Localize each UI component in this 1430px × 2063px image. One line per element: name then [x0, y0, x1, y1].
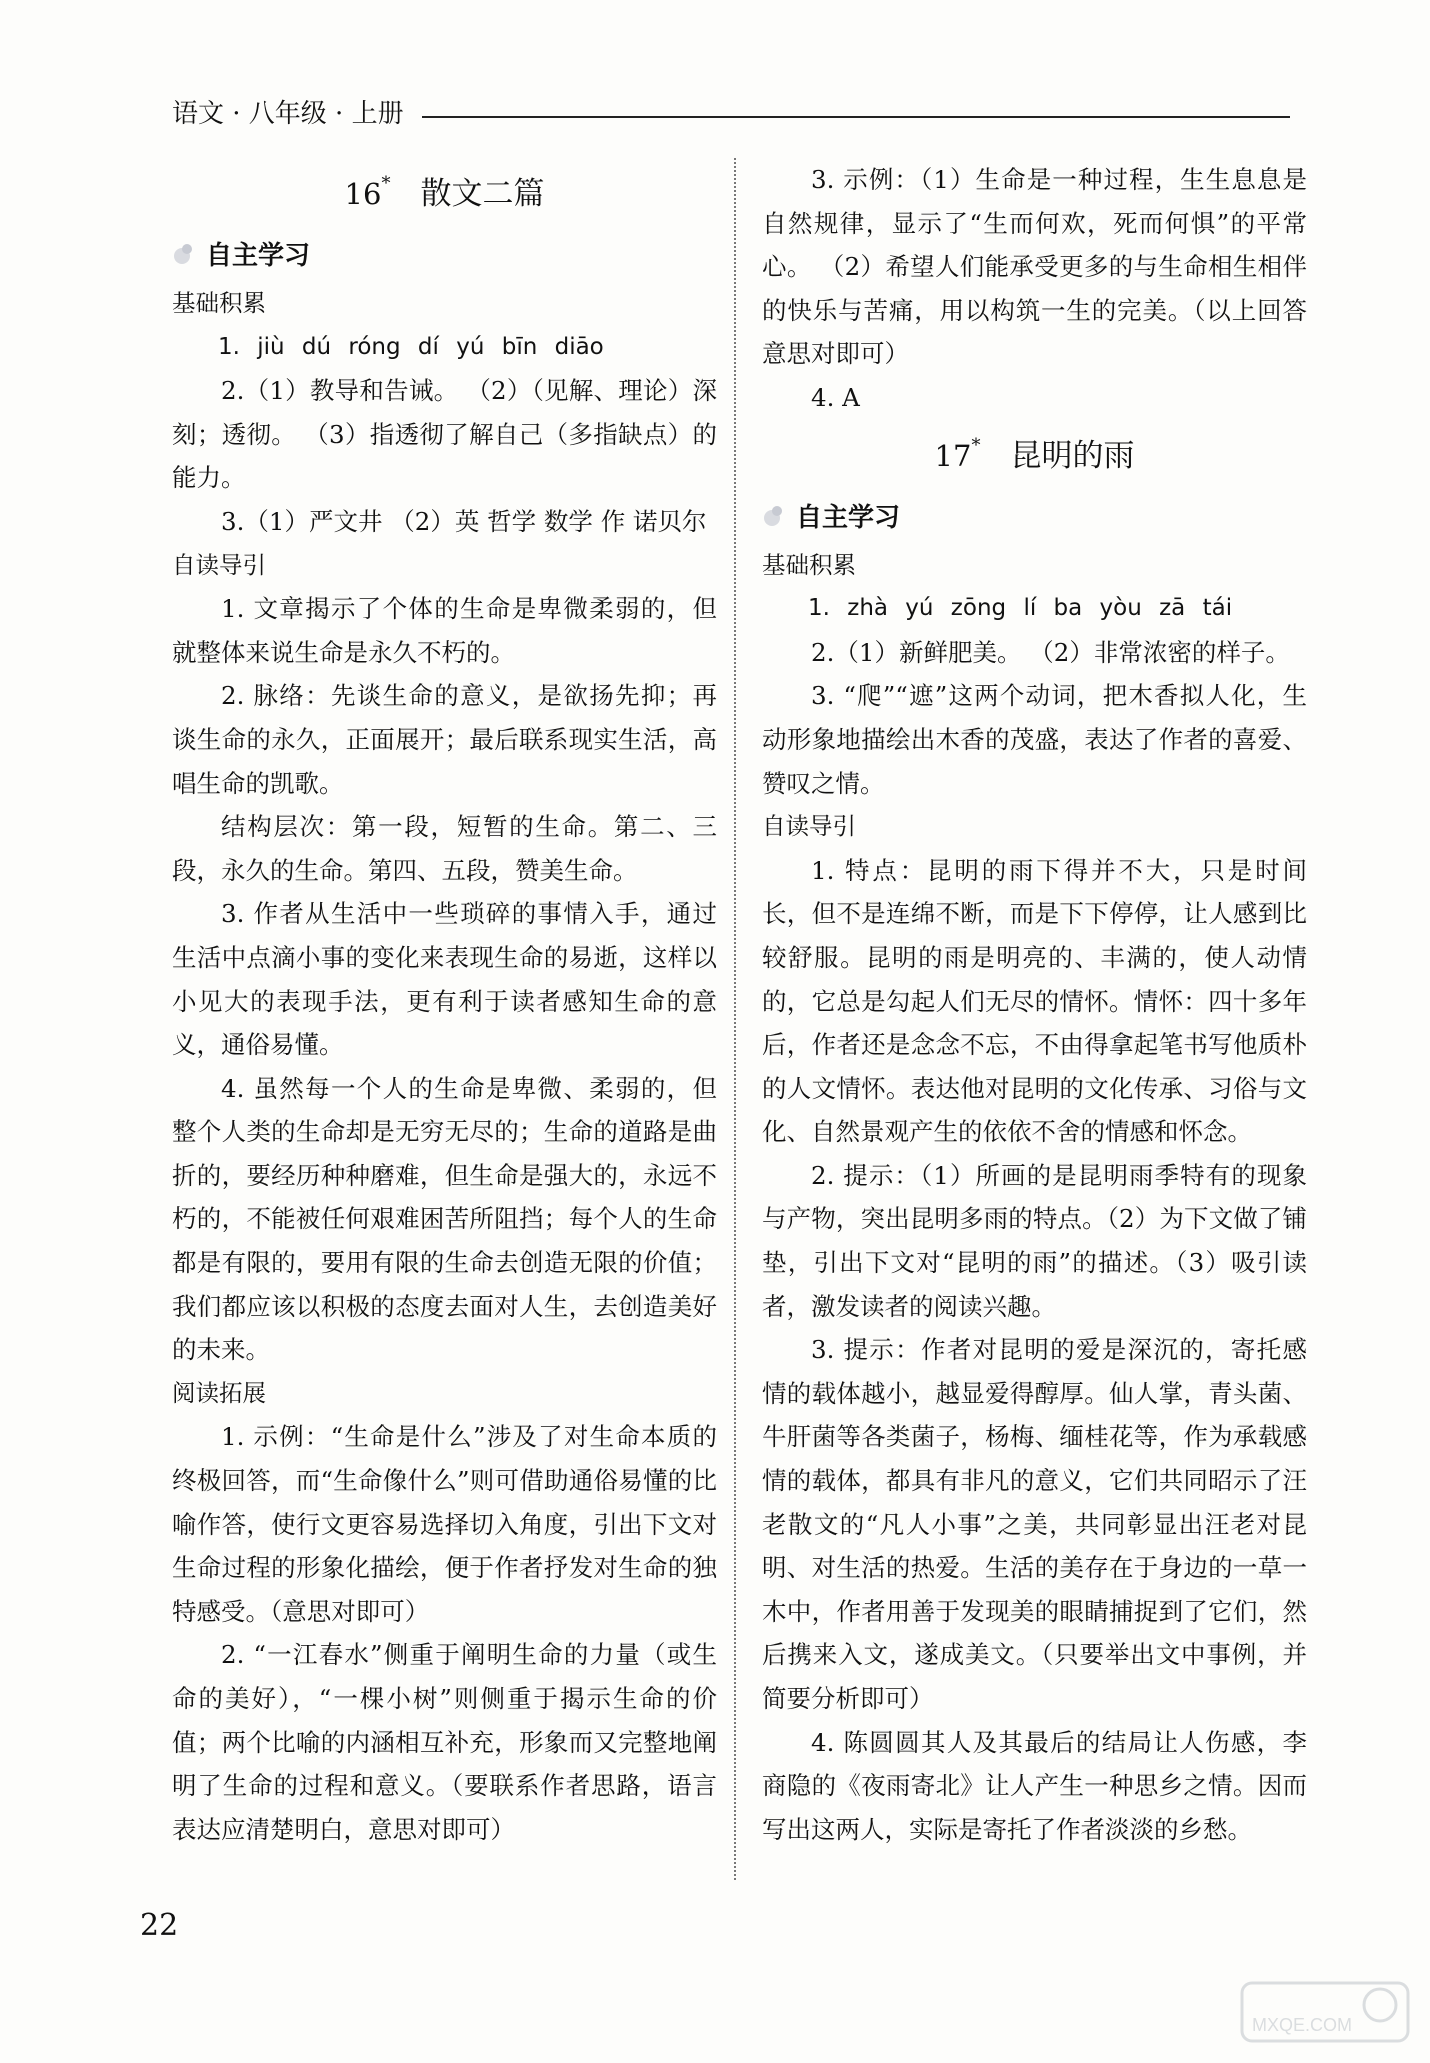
answer-vocab: 2.（1）教导和告诫。 （2）（见解、理论）深刻；透彻。 （3）指透彻了解自己（多指缺点）的能力。 — [172, 376, 717, 493]
guide-answer-2: 2. 提示：（1）所画的是昆明雨季特有的现象与产物，突出昆明多雨的特点。（2）为下文做了铺垫，引出下文对“昆明的雨”的描述。（3）吸引读者，激发读者的阅读兴趣。 — [762, 1160, 1307, 1321]
lesson-number: 17* — [934, 434, 981, 473]
bullet-icon — [172, 244, 196, 268]
answer-pinyin: 1. jiù dú róng dí yú bīn diāo — [218, 333, 604, 360]
module-heading: 自主学习 — [172, 230, 717, 282]
section-heading-basic: 基础积累 — [762, 550, 856, 579]
lesson-name: 散文二篇 — [420, 176, 545, 212]
header-rule — [422, 116, 1290, 118]
guide-answer-2: 2. 脉络：先谈生命的意义，是欲扬先抑；再谈生命的永久，正面展开；最后联系现实生活，高唱生命的凯歌。 — [172, 681, 717, 798]
answer-literature: 3.（1）严文井 （2）英 哲学 数学 作 诺贝尔 — [221, 506, 707, 536]
guide-answer-1: 1. 文章揭示了个体的生命是卑微柔弱的，但就整体来说生命是永久不朽的。 — [172, 594, 717, 667]
left-column — [172, 158, 717, 1851]
extension-answer-3: 3. 示例：（1）生命是一种过程，生生息息是自然规律，显示了“生而何欢，死而何惧”的平常心。 （2）希望人们能承受更多的与生命相生相伴的快乐与苦痛，用以构筑一生的完美。（以上回答意思对即可） — [762, 165, 1307, 369]
extension-answer-2: 2. “一江春水”侧重于阐明生命的力量（或生命的美好），“一棵小树”则侧重于揭示生命的价值；两个比喻的内涵相互补充，形象而又完整地阐明了生命的过程和意义。（要联系作者思路，语言表达应清楚明白，意思对即可） — [172, 1640, 717, 1844]
section-heading-extension: 阅读拓展 — [172, 1378, 266, 1407]
guide-answer-4: 4. 陈圆圆其人及其最后的结局让人伤感，李商隐的《夜雨寄北》让人产生一种思乡之情。因而写出这两人，实际是寄托了作者淡淡的乡愁。 — [762, 1727, 1307, 1844]
page-number: 22 — [140, 1908, 179, 1943]
lesson-number: 16* — [344, 173, 391, 211]
watermark-text: MXQE.COM — [1252, 2015, 1353, 2035]
section-heading-guide: 自读导引 — [172, 550, 266, 579]
answer-pinyin: 1. zhà yú zōng lí ba yòu zā tái — [808, 595, 1233, 622]
guide-answer-3: 3. 作者从生活中一些琐碎的事情入手，通过生活中点滴小事的变化来表现生命的易逝，这样以小见大的表现手法，更有利于读者感知生命的意义，通俗易懂。 — [172, 899, 717, 1060]
watermark-stamp-icon — [1240, 1981, 1410, 2043]
guide-answer-4: 4. 虽然每一个人的生命是卑微、柔弱的，但整个人类的生命却是无穷无尽的；生命的道路是曲折的，要经历种种磨难，但生命是强大的，永远不朽的，不能被任何艰难困苦所阻挡；每个人的生命都是有限的，要用有限的生命去创造无限的价值；我们都应该以积极的态度去面对人生，去创造美好的未来。 — [172, 1073, 717, 1365]
page-header — [172, 96, 1290, 136]
guide-answer-3: 3. 提示：作者对昆明的爱是深沉的，寄托感情的载体越小，越显爱得醇厚。仙人掌，青头菌、牛肝菌等各类菌子，杨梅、缅桂花等，作为承载感情的载体，都具有非凡的意义，它们共同昭示了汪老散文的“凡人小事”之美，共同彰显出汪老对昆明、对生活的热爱。生活的美存在于身边的一草一木中，作者用善于发现美的眼睛捕捉到了它们，然后携来入文，遂成美文。（只要举出文中事例，并简要分析即可） — [762, 1335, 1307, 1713]
answer-verbs: 3. “爬”“遮”这两个动词，把木香拟人化，生动形象地描绘出木香的茂盛，表达了作者的喜爱、赞叹之情。 — [762, 681, 1307, 798]
lesson-name: 昆明的雨 — [1010, 437, 1135, 474]
book-title: 语文 · 八年级 · 上册 — [172, 99, 404, 129]
guide-answer-1: 1. 特点：昆明的雨下得并不大，只是时间长，但不是连绵不断，而是下下停停，让人感到比较舒服。昆明的雨是明亮的、丰满的，使人动情的，它总是勾起人们无尽的情怀。情怀：四十多年后，作者还是念念不忘，不由得拿起笔书写他质朴的人文情怀。表达他对昆明的文化传承、习俗与文化、自然景观产生的依依不舍的情感和怀念。 — [762, 855, 1307, 1147]
bullet-icon — [762, 506, 786, 530]
column-divider — [734, 158, 736, 1880]
lesson-16-title — [172, 158, 717, 230]
extension-answer-1: 1. 示例：“生命是什么”涉及了对生命本质的终极回答，而“生命像什么”则可借助通俗易懂的比喻作答，使行文更容易选择切入角度，引出下文对生命过程的形象化描绘，便于作者抒发对生命的独特感受。（意思对即可） — [172, 1422, 717, 1626]
section-heading-basic: 基础积累 — [172, 289, 266, 317]
answer-vocab: 2.（1）新鲜肥美。 （2）非常浓密的样子。 — [811, 637, 1290, 667]
section-heading-guide: 自读导引 — [762, 812, 856, 841]
lesson-17-title — [762, 420, 1307, 492]
extension-answer-4: 4. A — [811, 382, 860, 412]
module-heading: 自主学习 — [762, 492, 1307, 544]
right-column — [762, 158, 1307, 1851]
watermark-logo — [1240, 1981, 1410, 2043]
guide-answer-2-structure: 结构层次：第一段，短暂的生命。第二、三段，永久的生命。第四、五段，赞美生命。 — [172, 812, 717, 885]
